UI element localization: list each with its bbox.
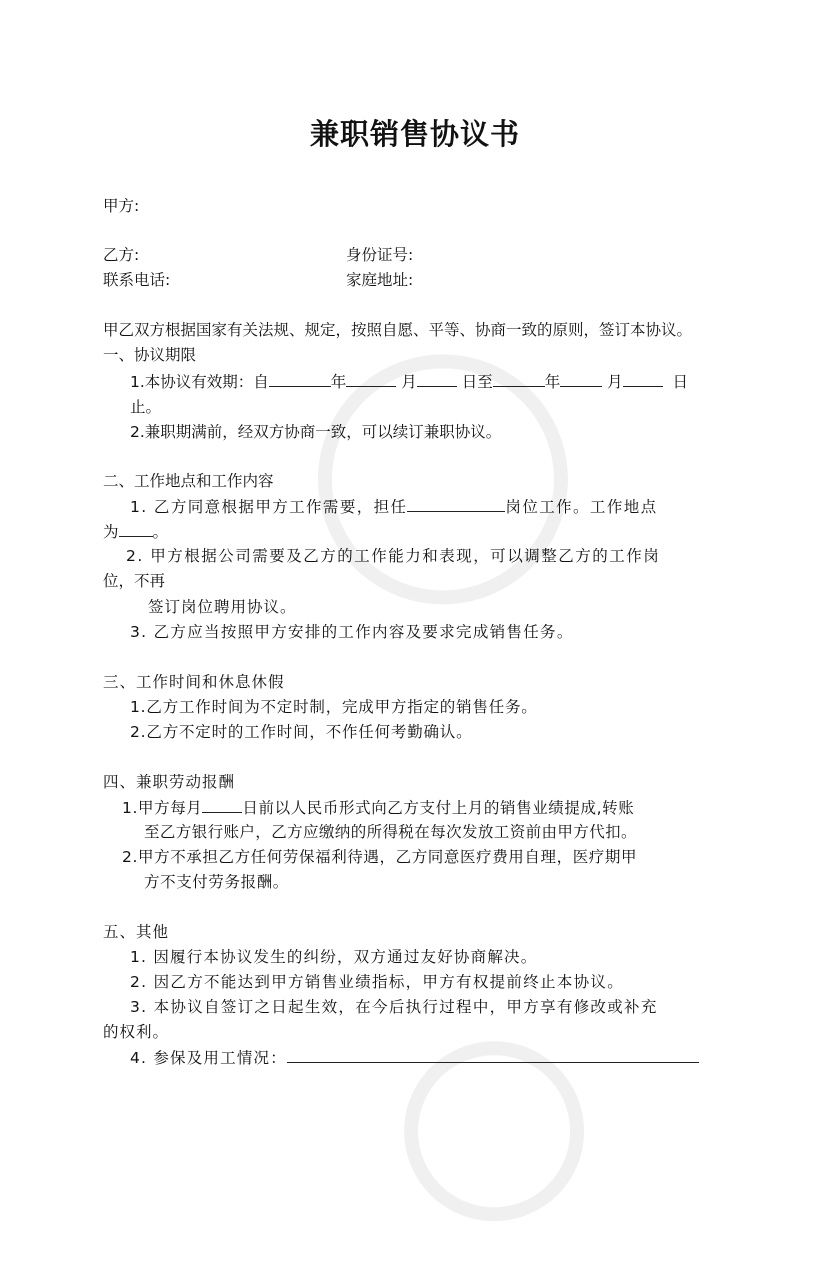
fill-in-line[interactable] [287,1046,699,1063]
section5-item2: 2. 因乙方不能达到甲方销售业绩指标，甲方有权提前终止本协议。 [130,973,625,991]
section-heading: 一、协议期限 [103,346,197,364]
id-number-label: 身份证号: [346,246,414,264]
section-heading: 三、工作时间和休息休假 [103,673,285,691]
section2-item2: 2. 甲方根据公司需要及乙方的工作能力和表现，可以调整乙方的工作岗 [126,547,661,565]
section-heading: 四、兼职劳动报酬 [103,773,236,791]
section2-item2-cont: 位，不再 [103,572,166,590]
section2-item1-cont: 为 。 [103,520,168,543]
party-a-label: 甲方: [103,197,140,215]
section1-item2: 2.兼职期满前，经双方协商一致，可以续订兼职协议。 [130,423,502,441]
page-title: 兼职销售协议书 [309,117,520,151]
section4-item1: 1.甲方每月 日前以人民币形式向乙方支付上月的销售业绩提成,转账 [122,796,634,819]
phone-label: 联系电话: [103,271,171,289]
section5-item4: 4. 参保及用工情况： [130,1046,699,1069]
section4-item2-cont: 方不支付劳务报酬。 [144,873,289,891]
section2-item3: 3. 乙方应当按照甲方安排的工作内容及要求完成销售任务。 [130,623,574,641]
section1-item1: 1.本协议有效期：自 年 月 日至 年 月 日 [130,370,688,393]
address-label: 家庭地址: [346,271,414,289]
section2-item1: 1. 乙方同意根据甲方工作需要，担任 岗位工作。工作地点 [130,495,658,518]
section5-item3: 3. 本协议自签订之日起生效，在今后执行过程中，甲方享有修改或补充 [130,998,658,1016]
section1-item1-end: 止。 [130,398,162,416]
watermark-stamp [339,989,621,1271]
section3-item2: 2.乙方不定时的工作时间，不作任何考勤确认。 [130,723,473,741]
section3-item1: 1.乙方工作时间为不定时制，完成甲方指定的销售任务。 [130,698,538,716]
section5-item3-cont: 的权利。 [103,1023,170,1041]
party-b-label: 乙方: [103,246,140,264]
section5-item1: 1. 因履行本协议发生的纠纷，双方通过友好协商解决。 [130,948,538,966]
section-heading: 五、其他 [103,923,170,941]
section-heading: 二、工作地点和工作内容 [103,472,274,490]
intro-paragraph: 甲乙双方根据国家有关法规、规定，按照自愿、平等、协商一致的原则，签订本协议。 [103,321,693,339]
section4-item1-cont: 至乙方银行账户，乙方应缴纳的所得税在每次发放工资前由甲方代扣。 [144,823,637,841]
section4-item2: 2.甲方不承担乙方任何劳保福利待遇，乙方同意医疗费用自理，医疗期甲 [122,848,638,866]
section2-item2-cont: 签订岗位聘用协议。 [148,598,297,616]
